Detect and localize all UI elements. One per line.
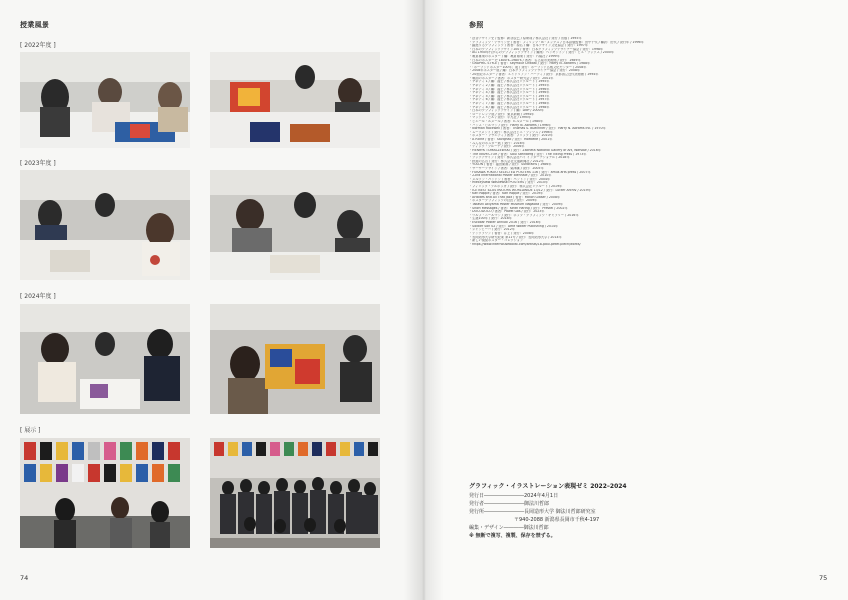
- class-photo-2023-a: [20, 170, 190, 280]
- reference-item: ・Soldier Son 02 / 発行：Ame Waiter Publishing / 2014年: [469, 224, 559, 228]
- reference-item: ・マックス・ビル / 発行：平凡社 / 1995年: [469, 116, 531, 120]
- colophon-row: 〒940-2088 新潟県長岡市千秋4-197: [469, 517, 600, 523]
- reference-item: ・ケネディ 4 / 編：福士 / 株式会社リクルート / 1996年: [469, 91, 550, 95]
- reference-item: ・22nd International Poster Biennale / 発行：2010年: [469, 174, 552, 178]
- reference-item: ・YOLON / 著者：福田繁雄 / 発行：Sunbrains / 1986年: [469, 163, 552, 167]
- reference-item: ・ICE BEST ILLUSTRATORS WORLDWIDE 13/12 / 発行：Lürzer Archiv / 2019年: [469, 188, 591, 192]
- reference-item: ・ケネディ 6 / 編：福士 / 株式会社リクルート / 1997年: [469, 98, 550, 102]
- class-photo-2023-b: [210, 170, 380, 280]
- reference-item: ・ピエール・ルメール / 著者：E.ルメール / 1980年: [469, 120, 544, 124]
- reference-item: ・ロートレック展 / 発行：東京新聞 / 1994年: [469, 112, 535, 116]
- reference-item: ・日本のグラフィックデザイン / 編：DNP / 2000年: [469, 109, 544, 113]
- exhibition-photo-a: [20, 438, 190, 548]
- reference-item: ・新しい視覚ポスター・コレクション: [469, 239, 524, 243]
- reference-item: ・ハンス・ヒルマン / 発行：Harry N. Abrams / 1996年: [469, 123, 552, 127]
- reference-item: ・テンクラウン / 著者：井上 / 発行：2008年: [469, 231, 535, 235]
- section-label-exhibition: [ 展示 ]: [20, 427, 41, 434]
- reference-item: ・フィリップ・デルボッカ / 発行：株式会社リクルート / 2019年: [469, 184, 563, 188]
- reference-item: ・https://www.interhouseboxst.com/artists/18-paul-peter-piech/works/: [469, 242, 581, 246]
- reference-item: ・HENRYK TOMASZEWSKI / 発行：Zacheta National Gallery of Art, Warsaw / 2016年: [469, 148, 601, 152]
- reference-item: ・「ポーランドポスター100年」展 / 発行：ポーランド広報文化センター / 2008年: [469, 65, 587, 69]
- page-heading: 参照: [469, 21, 484, 29]
- reference-item: ・長岡造形大学研究紀要 第11号 / 発行：長岡造形大学 / 2014年: [469, 235, 562, 239]
- reference-item: ・鉄道の広告 / 発行：株式会社交通新聞社 / 2012年: [469, 159, 544, 163]
- reference-item: ・グラフィック・デザイン史 / 著者：フィリップ・B・メッグス / 日本語版監修：田中千代 / 翻訳：田代 / 発行年 / 1996年: [469, 40, 644, 44]
- page-heading: 授業風景: [20, 21, 50, 29]
- reference-item: ・サーサーデザイン / 著者：粟津潔 / 発行：2005年: [469, 166, 544, 170]
- class-photo-2024-b: [210, 304, 380, 414]
- class-photo-2024-a: [20, 304, 190, 414]
- reference-item: ・FUKAWA YOKOO SELECTED POSTERS 116 / 発行：amus arts press / 2007年: [469, 170, 591, 174]
- colophon-title: グラフィック・イラストレーション表現ゼミ 2022–2024: [469, 483, 627, 490]
- reference-item: ・ジャンピーハ / 発行：2012年: [469, 228, 515, 232]
- section-label-2023: [ 2023年度 ]: [20, 160, 56, 167]
- colophon: [469, 481, 669, 540]
- reference-item: ・ポスターグラフィックの巨匠 / 発行：2009年: [469, 199, 538, 203]
- reference-item: ・Mieczysław Wasilewski POSTERS / 発行：2010年: [469, 181, 549, 185]
- reference-item: ・ウルフ・ニールマン / 発行：ポップ・グラフィック・ギャラリー / 2016年: [469, 213, 579, 217]
- class-photo-2022-a: [20, 52, 190, 148]
- reference-item: ・20世紀ポスター / 著者：エイドリアン・ハーディ / 発行：京都国立近代美術館 / 1994年: [469, 73, 599, 77]
- reference-item: ・Artbites and All That Jazz / 著者：Milton Glaser / 2008年: [469, 195, 561, 199]
- reference-item: ・ケネディ 2 / 編：福士 / 株式会社リクルート / 1995年: [469, 83, 550, 87]
- colophon-row: 発行者――――――――御法川哲郎: [469, 501, 550, 507]
- reference-list: [469, 37, 809, 246]
- reference-item: ・Short Messages / 著者：Keith Haring / 発行：Prestel / 2002年: [469, 206, 568, 210]
- page-number-right: 75: [819, 574, 828, 582]
- reference-item: ・ケネディ 7 / 編：福士 / 株式会社リクルート / 1998年: [469, 101, 550, 105]
- reference-item: ・Takashi Akiyama Poster Museum Nagaoka / 発行：2009年: [469, 203, 564, 207]
- reference-item: ・戦前のポスター / 著者：ポスター研究会 / 発行：2001年: [469, 76, 554, 80]
- colophon-row: 発行日――――――――2024年4月1日: [469, 493, 559, 499]
- reference-item: ・AG 1950年代からのグラフィックデザイン / 編集：ベンキントン / 発行：ピエ・ブックス / 2000年: [469, 51, 615, 55]
- reference-item: ・2008年ポスター展 / 編：日本グラフィックデザイナー協会 / 発行：2008年: [469, 69, 581, 73]
- reference-item: ・メルソン・パントン / 著者：ペントン / 発行：2004年: [469, 177, 551, 181]
- colophon-row: 発行所――――――――長岡造形大学 御法川哲郎研究室: [469, 509, 596, 515]
- reference-item: ・Karl Roppe / 著者：Karl Roppe / 発行：2019年: [469, 192, 544, 196]
- reference-item: ・DOCODOCO / 著者：Pawel Gos / 発行：2023年: [469, 210, 545, 214]
- reference-item: ・亀倉雄策のポスター / 編：亀倉雄策 / 発行：六耀社 / 1999年: [469, 55, 560, 59]
- reference-item: ・ケネディ 1 / 編：福士 / 株式会社リクルート / 1995年: [469, 80, 550, 84]
- exhibition-photo-b: [210, 438, 380, 548]
- page-number-left: 74: [20, 574, 29, 582]
- reference-item: ・ケネディ 3 / 編：福士 / 株式会社リクルート / 1996年: [469, 87, 550, 91]
- reference-item: ・みんなのポスター展 / 発行：2016年: [469, 141, 525, 145]
- reference-item: ・日本のポスター史 1800's–1980's / 著者：名古屋市美術館 / 発行：1989年: [469, 58, 581, 62]
- reference-item: ・The INSPECTOR / 著者：Saul Steinberg / 発行：The Viking Press / 1973年: [469, 152, 587, 156]
- reference-item: ・A Riche / 著者：Savignac / 発行：Hoëbeke / 2001年: [469, 138, 553, 142]
- reference-item: ・Escobar Poster Annual 2016 / 発行：2016年: [469, 221, 541, 225]
- colophon-row: 編集・デザイン――――御法川哲郎: [469, 525, 549, 531]
- reference-item: ・Norman Rockwell / 著者：Thomas S. Buechner / 発行：Harry N. Abrams Inc. / 1970年: [469, 127, 606, 131]
- reference-item: ・ケネディ 8 / 編：福士 / 株式会社リクルート / 1998年: [469, 105, 550, 109]
- reference-item: ・ディック・ブルーナ / 発行：2006年: [469, 145, 525, 149]
- section-label-2024: [ 2024年度 ]: [20, 293, 56, 300]
- copyright-note: ※ 無断で複写、複製、保存を禁ずる。: [469, 533, 556, 539]
- reference-item: ・渋谷デザイン史 / 監修：新谷辰巳 / 原研哉 / 株式会社 / 発行 / 出版 / 1995年: [469, 37, 582, 40]
- reference-item: ・躍進するグラフィック / 著者：原弘 / 編：日本デザイン文化協会 / 発行：1997年: [469, 44, 588, 48]
- reference-item: ・ブックデザイン / 発行：株式会社パイ インターナショナル / 2018年: [469, 156, 570, 160]
- reference-item: ・日本のグラフィックデザイン100 / 著者：日本グラフィックデザイナー協会 / 発行：1998年: [469, 47, 604, 51]
- reference-item: ・GRAPHIC STYLE / 著者：Seymour Chwast / 発行：Harry N. Abrams / 1988年: [469, 62, 591, 66]
- section-label-2022: [ 2022年度 ]: [20, 42, 56, 49]
- reference-item: ・ケネディ 5 / 編：福士 / 株式会社リクルート / 1997年: [469, 94, 550, 98]
- reference-item: ・生誕100年 / 発行：2018年: [469, 217, 512, 221]
- reference-item: ・ムーブメント / 発行：株式会社ピエ・ブックス / 1998年: [469, 130, 553, 134]
- reference-item: ・ポスター・ソサエティ / 著者：フリッツ / 発行：2010年: [469, 134, 553, 138]
- class-photo-2022-b: [210, 52, 380, 148]
